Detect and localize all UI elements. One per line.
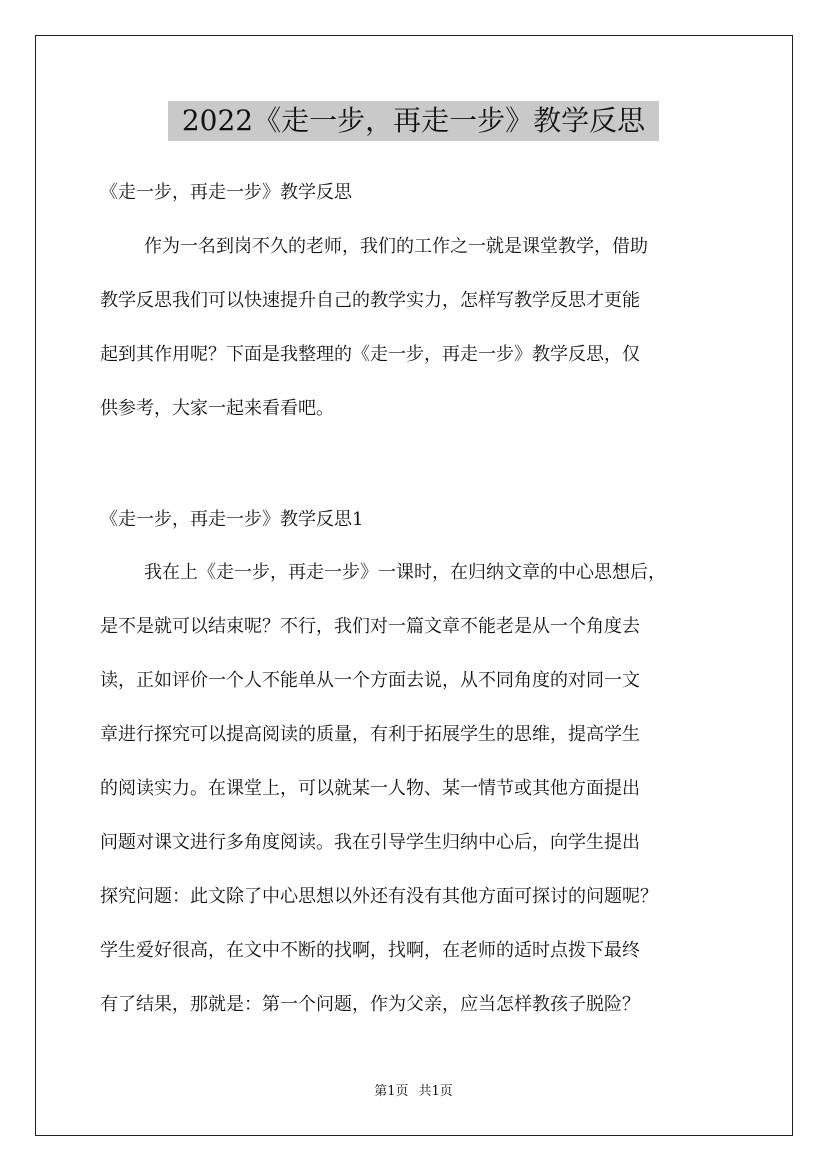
page-number: 第1页 (374, 1084, 409, 1099)
page-footer (0, 1083, 827, 1101)
intro-line: 作为一名到岗不久的老师，我们的工作之一就是课堂教学，借助 (144, 236, 648, 257)
document-title: 2022《走一步，再走一步》教学反思 (168, 101, 659, 141)
section-line: 有了结果，那就是：第一个问题，作为父亲，应当怎样教孩子脱险？ (100, 994, 640, 1015)
document-subtitle: 《走一步，再走一步》教学反思 (100, 182, 352, 203)
section-line: 问题对课文进行多角度阅读。我在引导学生归纳中心后，向学生提出 (100, 832, 640, 853)
section-line: 学生爱好很高，在文中不断的找啊，找啊，在老师的适时点拨下最终 (100, 940, 640, 961)
section-heading: 《走一步，再走一步》教学反思1 (100, 509, 364, 530)
section-line: 是不是就可以结束呢？不行，我们对一篇文章不能老是从一个角度去 (100, 616, 640, 637)
section-line: 探究问题：此文除了中心思想以外还有没有其他方面可探讨的问题呢？ (100, 886, 658, 907)
section-line: 的阅读实力。在课堂上，可以就某一人物、某一情节或其他方面提出 (100, 778, 640, 799)
section-line: 读，正如评价一个人不能单从一个方面去说，从不同角度的对同一文 (100, 670, 640, 691)
page-total: 共1页 (418, 1084, 453, 1099)
intro-line: 供参考，大家一起来看看吧。 (100, 398, 334, 419)
intro-line: 教学反思我们可以快速提升自己的教学实力，怎样写教学反思才更能 (100, 290, 640, 311)
section-line: 我在上《走一步，再走一步》一课时，在归纳文章的中心思想后， (144, 562, 666, 583)
section-line: 章进行探究可以提高阅读的质量，有利于拓展学生的思维，提高学生 (100, 724, 640, 745)
intro-line: 起到其作用呢？下面是我整理的《走一步，再走一步》教学反思，仅 (100, 344, 640, 365)
